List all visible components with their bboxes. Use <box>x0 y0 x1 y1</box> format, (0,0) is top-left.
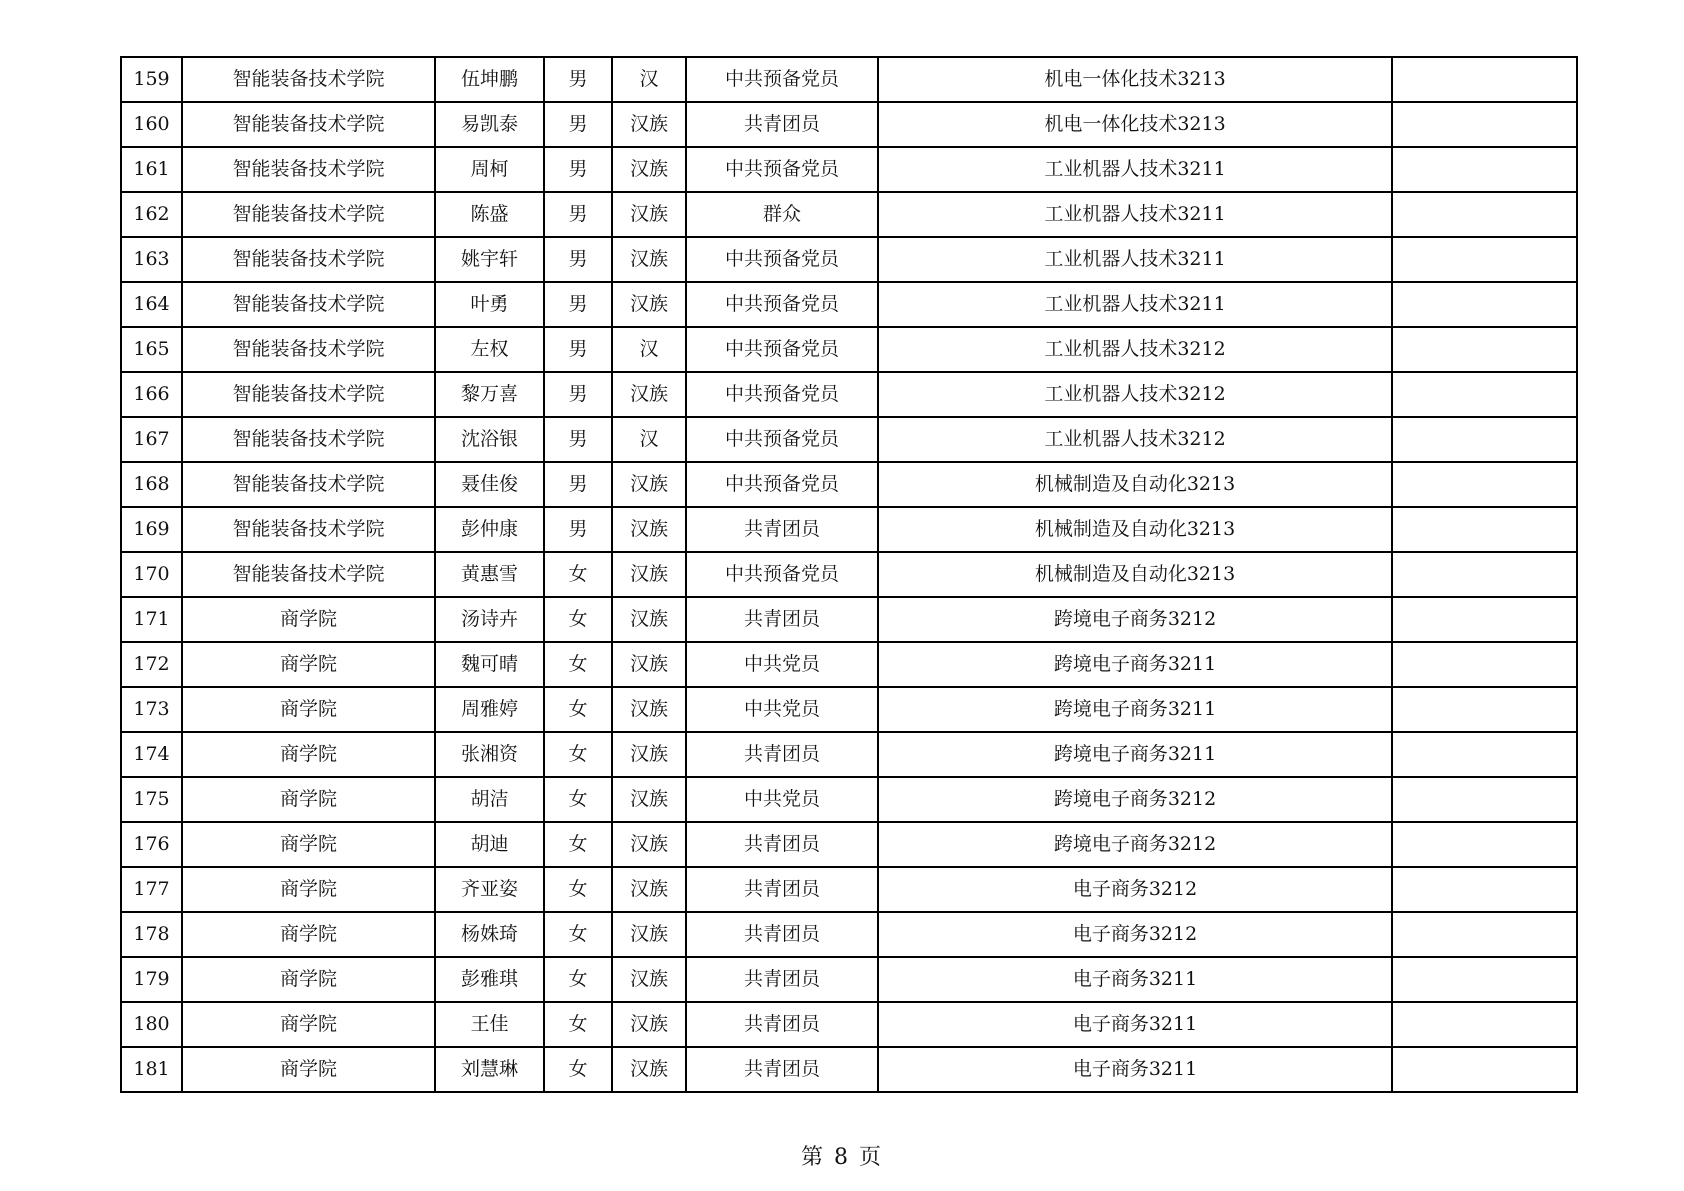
student-name: 姚宇轩 <box>435 237 544 282</box>
student-name: 杨姝琦 <box>435 912 544 957</box>
student-name: 伍坤鹏 <box>435 57 544 102</box>
class-name: 机电一体化技术3213 <box>878 57 1392 102</box>
row-number: 181 <box>121 1047 182 1092</box>
row-number: 178 <box>121 912 182 957</box>
college-cell: 智能装备技术学院 <box>182 282 435 327</box>
political-status: 共青团员 <box>686 102 878 147</box>
row-number: 169 <box>121 507 182 552</box>
political-status: 中共预备党员 <box>686 552 878 597</box>
class-name: 工业机器人技术3211 <box>878 147 1392 192</box>
political-status: 中共预备党员 <box>686 147 878 192</box>
remark-cell <box>1392 1002 1577 1047</box>
class-name: 机械制造及自动化3213 <box>878 507 1392 552</box>
gender-cell: 女 <box>544 1002 612 1047</box>
ethnicity-cell: 汉族 <box>612 822 686 867</box>
ethnicity-cell: 汉族 <box>612 102 686 147</box>
table-row <box>121 1002 1577 1047</box>
row-number: 174 <box>121 732 182 777</box>
class-name: 电子商务3212 <box>878 867 1392 912</box>
row-number: 161 <box>121 147 182 192</box>
college-cell: 智能装备技术学院 <box>182 237 435 282</box>
political-status: 共青团员 <box>686 507 878 552</box>
ethnicity-cell: 汉 <box>612 417 686 462</box>
student-name: 叶勇 <box>435 282 544 327</box>
ethnicity-cell: 汉族 <box>612 147 686 192</box>
gender-cell: 男 <box>544 57 612 102</box>
ethnicity-cell: 汉族 <box>612 552 686 597</box>
remark-cell <box>1392 507 1577 552</box>
college-cell: 商学院 <box>182 912 435 957</box>
class-name: 跨境电子商务3212 <box>878 597 1392 642</box>
student-name: 陈盛 <box>435 192 544 237</box>
gender-cell: 女 <box>544 957 612 1002</box>
gender-cell: 女 <box>544 597 612 642</box>
gender-cell: 女 <box>544 912 612 957</box>
college-cell: 商学院 <box>182 687 435 732</box>
ethnicity-cell: 汉族 <box>612 597 686 642</box>
ethnicity-cell: 汉族 <box>612 912 686 957</box>
political-status: 中共预备党员 <box>686 417 878 462</box>
student-name: 王佳 <box>435 1002 544 1047</box>
ethnicity-cell: 汉 <box>612 327 686 372</box>
table-row <box>121 642 1577 687</box>
remark-cell <box>1392 642 1577 687</box>
class-name: 电子商务3211 <box>878 957 1392 1002</box>
political-status: 共青团员 <box>686 732 878 777</box>
ethnicity-cell: 汉族 <box>612 777 686 822</box>
student-name: 周柯 <box>435 147 544 192</box>
gender-cell: 男 <box>544 417 612 462</box>
student-name: 齐亚姿 <box>435 867 544 912</box>
class-name: 跨境电子商务3212 <box>878 822 1392 867</box>
student-name: 左权 <box>435 327 544 372</box>
row-number: 165 <box>121 327 182 372</box>
political-status: 中共预备党员 <box>686 327 878 372</box>
college-cell: 智能装备技术学院 <box>182 57 435 102</box>
gender-cell: 男 <box>544 372 612 417</box>
class-name: 工业机器人技术3211 <box>878 237 1392 282</box>
ethnicity-cell: 汉族 <box>612 687 686 732</box>
class-name: 机械制造及自动化3213 <box>878 552 1392 597</box>
political-status: 中共预备党员 <box>686 237 878 282</box>
gender-cell: 男 <box>544 237 612 282</box>
gender-cell: 男 <box>544 282 612 327</box>
table-row <box>121 237 1577 282</box>
row-number: 168 <box>121 462 182 507</box>
row-number: 162 <box>121 192 182 237</box>
political-status: 中共预备党员 <box>686 57 878 102</box>
remark-cell <box>1392 372 1577 417</box>
remark-cell <box>1392 822 1577 867</box>
gender-cell: 男 <box>544 147 612 192</box>
remark-cell <box>1392 732 1577 777</box>
political-status: 共青团员 <box>686 822 878 867</box>
row-number: 179 <box>121 957 182 1002</box>
table-row <box>121 507 1577 552</box>
table-row <box>121 417 1577 462</box>
remark-cell <box>1392 417 1577 462</box>
remark-cell <box>1392 327 1577 372</box>
class-name: 跨境电子商务3211 <box>878 732 1392 777</box>
student-name: 魏可晴 <box>435 642 544 687</box>
ethnicity-cell: 汉族 <box>612 1002 686 1047</box>
political-status: 共青团员 <box>686 597 878 642</box>
page-number: 第 8 页 <box>801 1145 883 1170</box>
class-name: 跨境电子商务3212 <box>878 777 1392 822</box>
remark-cell <box>1392 57 1577 102</box>
row-number: 164 <box>121 282 182 327</box>
ethnicity-cell: 汉族 <box>612 957 686 1002</box>
gender-cell: 女 <box>544 867 612 912</box>
ethnicity-cell: 汉族 <box>612 732 686 777</box>
remark-cell <box>1392 462 1577 507</box>
college-cell: 商学院 <box>182 732 435 777</box>
college-cell: 智能装备技术学院 <box>182 462 435 507</box>
class-name: 电子商务3211 <box>878 1047 1392 1092</box>
row-number: 176 <box>121 822 182 867</box>
ethnicity-cell: 汉族 <box>612 237 686 282</box>
table-row <box>121 867 1577 912</box>
college-cell: 智能装备技术学院 <box>182 192 435 237</box>
ethnicity-cell: 汉族 <box>612 372 686 417</box>
college-cell: 智能装备技术学院 <box>182 102 435 147</box>
gender-cell: 男 <box>544 102 612 147</box>
remark-cell <box>1392 777 1577 822</box>
student-name: 汤诗卉 <box>435 597 544 642</box>
student-name: 胡迪 <box>435 822 544 867</box>
row-number: 170 <box>121 552 182 597</box>
college-cell: 智能装备技术学院 <box>182 327 435 372</box>
ethnicity-cell: 汉族 <box>612 282 686 327</box>
remark-cell <box>1392 1047 1577 1092</box>
student-name: 刘慧琳 <box>435 1047 544 1092</box>
remark-cell <box>1392 282 1577 327</box>
remark-cell <box>1392 597 1577 642</box>
college-cell: 商学院 <box>182 867 435 912</box>
table-row <box>121 57 1577 102</box>
student-name: 张湘资 <box>435 732 544 777</box>
table-row <box>121 1047 1577 1092</box>
row-number: 163 <box>121 237 182 282</box>
student-name: 沈浴银 <box>435 417 544 462</box>
political-status: 中共党员 <box>686 687 878 732</box>
political-status: 共青团员 <box>686 957 878 1002</box>
college-cell: 商学院 <box>182 777 435 822</box>
student-name: 黎万喜 <box>435 372 544 417</box>
gender-cell: 女 <box>544 777 612 822</box>
table-row <box>121 687 1577 732</box>
college-cell: 智能装备技术学院 <box>182 372 435 417</box>
table-row <box>121 462 1577 507</box>
college-cell: 智能装备技术学院 <box>182 417 435 462</box>
political-status: 共青团员 <box>686 912 878 957</box>
student-name: 易凯泰 <box>435 102 544 147</box>
political-status: 共青团员 <box>686 1002 878 1047</box>
row-number: 177 <box>121 867 182 912</box>
remark-cell <box>1392 867 1577 912</box>
student-name: 黄惠雪 <box>435 552 544 597</box>
political-status: 共青团员 <box>686 867 878 912</box>
row-number: 167 <box>121 417 182 462</box>
gender-cell: 女 <box>544 1047 612 1092</box>
remark-cell <box>1392 957 1577 1002</box>
ethnicity-cell: 汉族 <box>612 507 686 552</box>
remark-cell <box>1392 192 1577 237</box>
row-number: 175 <box>121 777 182 822</box>
student-name: 胡洁 <box>435 777 544 822</box>
remark-cell <box>1392 102 1577 147</box>
political-status: 共青团员 <box>686 1047 878 1092</box>
row-number: 180 <box>121 1002 182 1047</box>
college-cell: 商学院 <box>182 957 435 1002</box>
ethnicity-cell: 汉族 <box>612 462 686 507</box>
table-row <box>121 327 1577 372</box>
political-status: 中共预备党员 <box>686 282 878 327</box>
row-number: 160 <box>121 102 182 147</box>
table-body <box>121 57 1577 1092</box>
student-name: 彭仲康 <box>435 507 544 552</box>
row-number: 173 <box>121 687 182 732</box>
table-row <box>121 102 1577 147</box>
table-row <box>121 192 1577 237</box>
gender-cell: 女 <box>544 732 612 777</box>
table-row <box>121 732 1577 777</box>
remark-cell <box>1392 687 1577 732</box>
class-name: 电子商务3212 <box>878 912 1392 957</box>
table-row <box>121 957 1577 1002</box>
college-cell: 商学院 <box>182 642 435 687</box>
student-list-table <box>120 56 1578 1093</box>
college-cell: 商学院 <box>182 822 435 867</box>
ethnicity-cell: 汉族 <box>612 1047 686 1092</box>
class-name: 跨境电子商务3211 <box>878 687 1392 732</box>
gender-cell: 男 <box>544 192 612 237</box>
table-row <box>121 912 1577 957</box>
college-cell: 智能装备技术学院 <box>182 552 435 597</box>
table-row <box>121 597 1577 642</box>
college-cell: 商学院 <box>182 1047 435 1092</box>
student-name: 聂佳俊 <box>435 462 544 507</box>
class-name: 工业机器人技术3212 <box>878 417 1392 462</box>
gender-cell: 女 <box>544 642 612 687</box>
class-name: 电子商务3211 <box>878 1002 1392 1047</box>
remark-cell <box>1392 552 1577 597</box>
gender-cell: 男 <box>544 462 612 507</box>
remark-cell <box>1392 147 1577 192</box>
table-row <box>121 777 1577 822</box>
table-row <box>121 147 1577 192</box>
remark-cell <box>1392 912 1577 957</box>
class-name: 工业机器人技术3211 <box>878 192 1392 237</box>
ethnicity-cell: 汉族 <box>612 867 686 912</box>
class-name: 工业机器人技术3211 <box>878 282 1392 327</box>
student-name: 周雅婷 <box>435 687 544 732</box>
row-number: 166 <box>121 372 182 417</box>
gender-cell: 女 <box>544 687 612 732</box>
student-name: 彭雅琪 <box>435 957 544 1002</box>
table-row <box>121 822 1577 867</box>
class-name: 跨境电子商务3211 <box>878 642 1392 687</box>
political-status: 中共党员 <box>686 777 878 822</box>
row-number: 171 <box>121 597 182 642</box>
gender-cell: 女 <box>544 552 612 597</box>
remark-cell <box>1392 237 1577 282</box>
political-status: 中共预备党员 <box>686 372 878 417</box>
row-number: 172 <box>121 642 182 687</box>
college-cell: 智能装备技术学院 <box>182 147 435 192</box>
gender-cell: 男 <box>544 327 612 372</box>
row-number: 159 <box>121 57 182 102</box>
class-name: 工业机器人技术3212 <box>878 372 1392 417</box>
political-status: 中共预备党员 <box>686 462 878 507</box>
ethnicity-cell: 汉族 <box>612 642 686 687</box>
class-name: 工业机器人技术3212 <box>878 327 1392 372</box>
college-cell: 智能装备技术学院 <box>182 507 435 552</box>
college-cell: 商学院 <box>182 597 435 642</box>
gender-cell: 男 <box>544 507 612 552</box>
class-name: 机电一体化技术3213 <box>878 102 1392 147</box>
ethnicity-cell: 汉 <box>612 57 686 102</box>
class-name: 机械制造及自动化3213 <box>878 462 1392 507</box>
table-row <box>121 552 1577 597</box>
political-status: 中共党员 <box>686 642 878 687</box>
table-row <box>121 372 1577 417</box>
political-status: 群众 <box>686 192 878 237</box>
table-row <box>121 282 1577 327</box>
college-cell: 商学院 <box>182 1002 435 1047</box>
gender-cell: 女 <box>544 822 612 867</box>
ethnicity-cell: 汉族 <box>612 192 686 237</box>
